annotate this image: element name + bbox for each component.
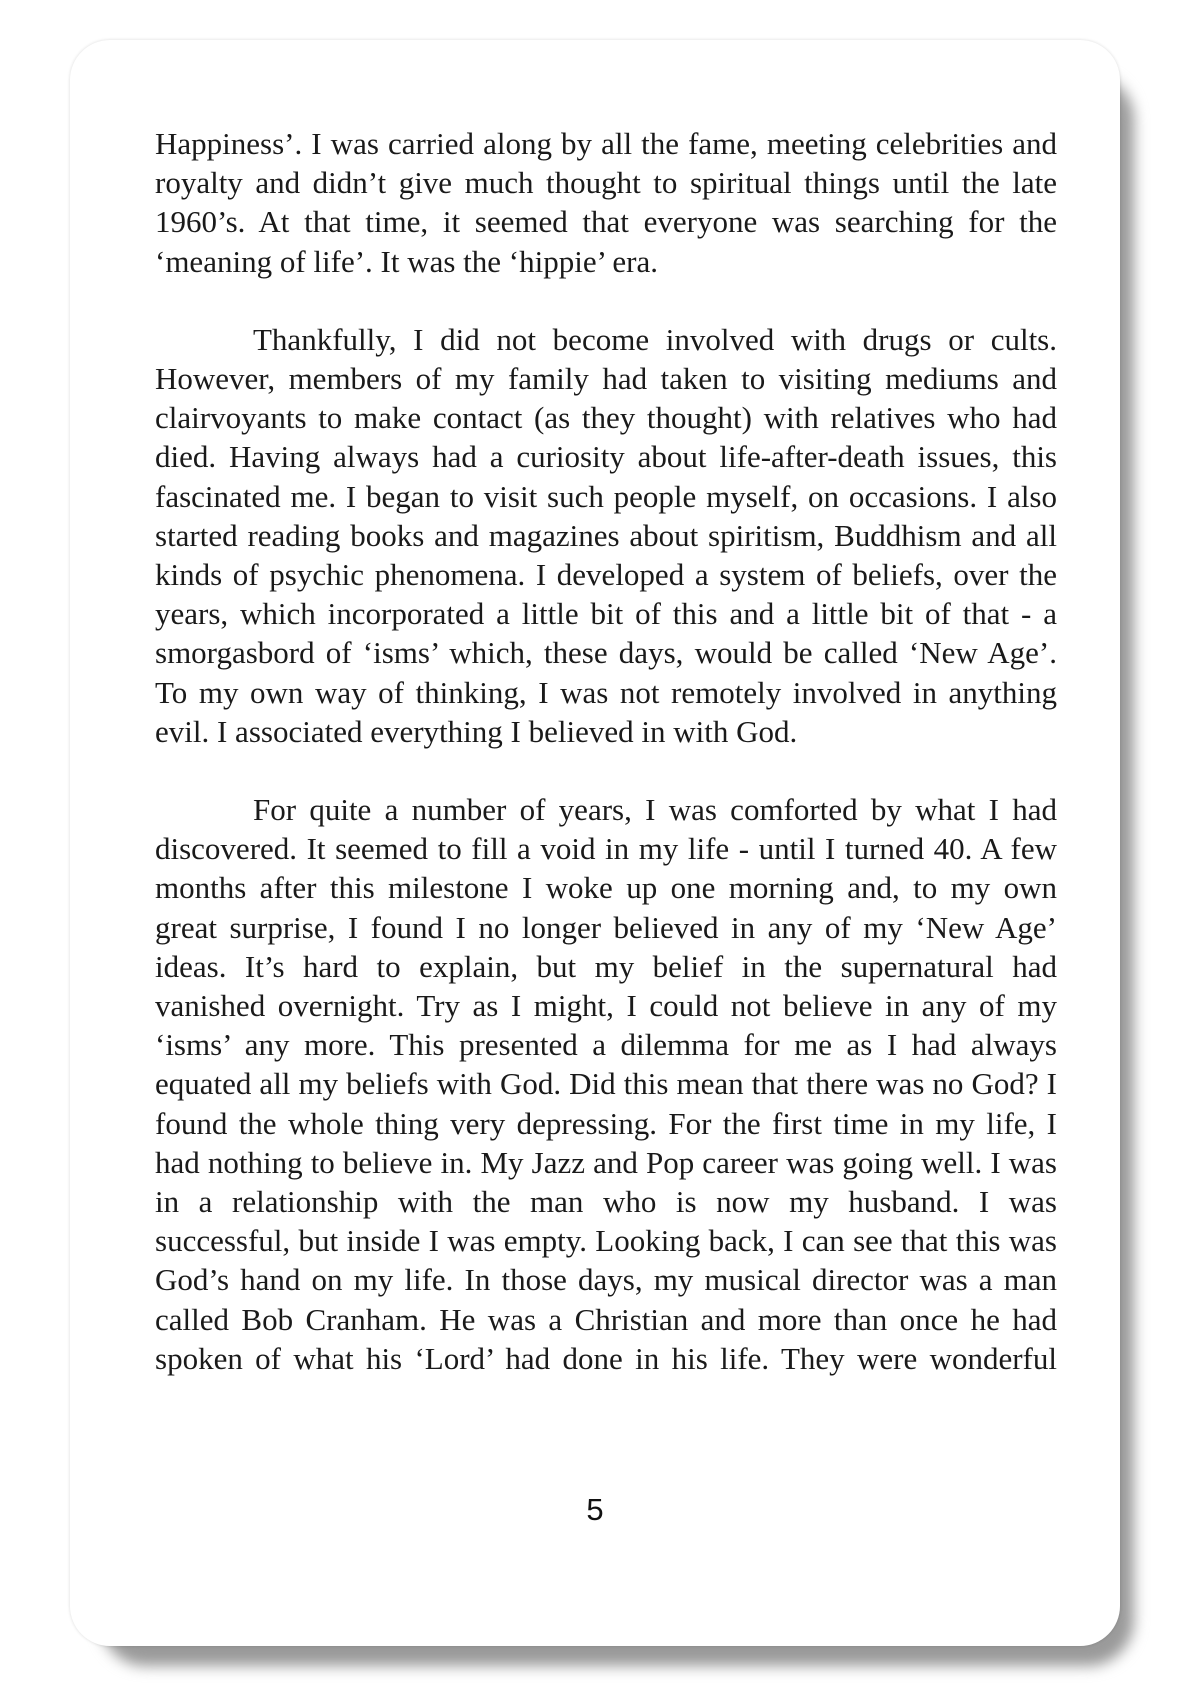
paragraph-3: For quite a number of years, I was comforted by what I had discovered. It seemed to fill a void in my life - until I turned 40. A few months after this milestone I woke up one morning and, to my own great surprise, I found I no longer believed in any of my ‘New Age’ ideas. It’s hard to explain, but my belief in the supernatural had vanished overnight. Try as I might, I could not believe in any of my ‘isms’ any more. This presented a dilemma for me as I had always equated all my beliefs with God. Did this mean that there was no God? I found the whole thing very depressing. For the first time in my life, I had nothing to believe in. My Jazz and Pop career was going well. I was in a relationship with the man who is now my husband. I was successful, but inside I was empty. Looking back, I can see that this was God’s hand on my life. In those days, my musical director was a man called Bob Cranham. He was a Christian and more than once he had spoken of what his ‘Lord’ had done in his life. They were wonderful bbox=[155, 792, 1057, 1376]
paragraph-1: Happiness’. I was carried along by all the fame, meeting celebrities and royalty and didn’t give much thought to spiritual things until the late 1960’s. At that time, it seemed that everyone was searching for the ‘meaning of life’. It was the ‘hippie’ era. bbox=[155, 126, 1057, 279]
book-page bbox=[70, 40, 1120, 1646]
paragraph-2: Thankfully, I did not become involved with drugs or cults. However, members of my family had taken to visiting mediums and clairvoyants to make contact (as they thought) with relatives who had died. Having always had a curiosity about life-after-death issues, this fascinated me. I began to visit such people myself, on occasions. I also started reading books and magazines about spiritism, Buddhism and all kinds of psychic phenomena. I developed a system of beliefs, over the years, which incorporated a little bit of this and a little bit of that - a smorgasbord of ‘isms’ which, these days, would be called ‘New Age’. To my own way of thinking, I was not remotely involved in anything evil. I associated everything I believed in with God. bbox=[155, 321, 1057, 749]
body-text bbox=[155, 124, 1057, 1378]
page-number: 5 bbox=[586, 1492, 604, 1527]
